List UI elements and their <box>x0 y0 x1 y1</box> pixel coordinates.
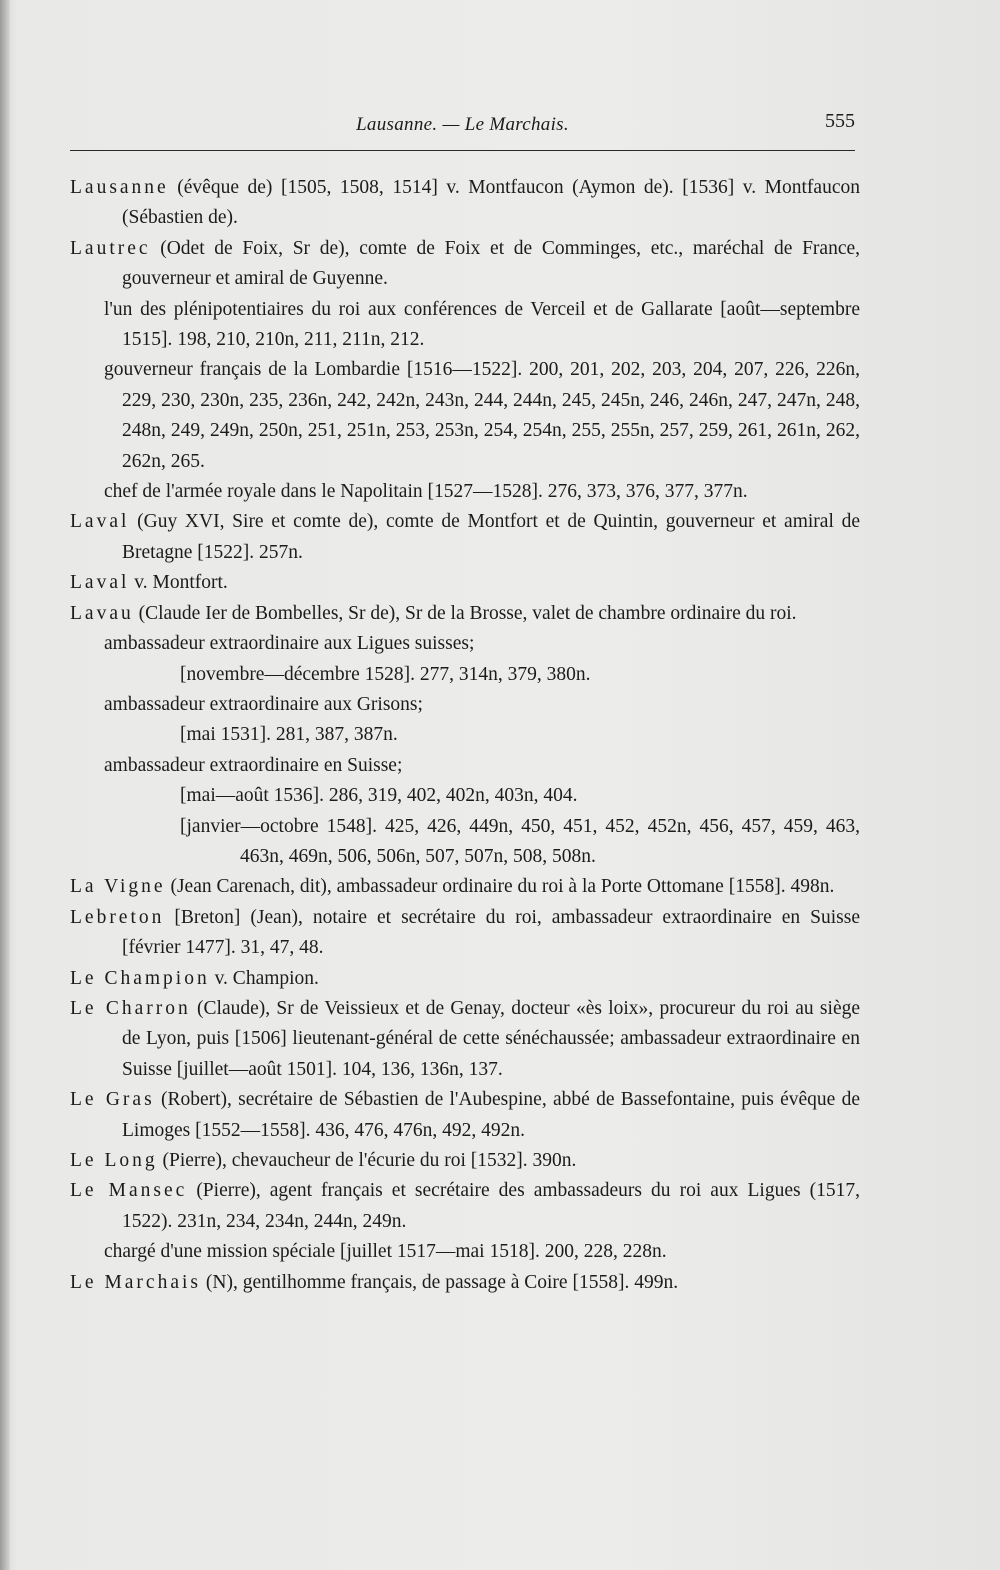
page-gutter-shadow <box>0 0 10 1570</box>
entry-headword: Le Marchais <box>70 1271 201 1293</box>
entry-text: v. Champion. <box>209 967 319 989</box>
page-header <box>70 110 855 146</box>
running-title: Lausanne. — Le Marchais. <box>356 114 569 135</box>
index-entry-laval-guy <box>70 507 860 568</box>
entry-text: (Pierre), agent français et secrétaire des ambassadeurs du roi aux Ligues (1517, 1522). 231n, 234, 234n, 244n, 249n. <box>122 1180 860 1232</box>
entry-headword: Le Gras <box>70 1089 155 1111</box>
entry-subentry-dates: [mai—août 1536]. 286, 319, 402, 402n, 403n, 404. <box>180 785 578 807</box>
index-entry-la-vigne <box>70 872 860 902</box>
entry-headword: Lavau <box>70 602 134 624</box>
entry-headword: Lautrec <box>70 237 151 259</box>
entry-subentry: gouverneur français de la Lombardie [1516—1522]. 200, 201, 202, 203, 204, 207, 226, 226n, 229, 230, 230n, 235, 236n, 242, 242n, 243n, 244, 244n, 245, 245n, 246, 246n, 247, 247n, 248, 248n, 249, 249n, 250n, 251, 251n, 253, 253n, 254, 254n, 255, 255n, 257, 259, 261, 261n, 262, 262n, 265. <box>104 359 860 472</box>
entry-subentry: chef de l'armée royale dans le Napolitain [1527—1528]. 276, 373, 376, 377, 377n. <box>104 481 748 503</box>
index-entry-le-marchais <box>70 1268 860 1298</box>
entry-headword: Le Long <box>70 1150 158 1171</box>
index-entry-lausanne <box>70 173 860 234</box>
index-entry-le-gras <box>70 1085 860 1146</box>
entry-headword: Laval <box>70 572 130 594</box>
header-rule <box>70 150 855 151</box>
entry-subentry: l'un des plénipotentiaires du roi aux conférences de Verceil et de Gallarate [août—septembre 1515]. 198, 210, 210n, 211, 211n, 212. <box>104 298 860 351</box>
index-entry-lautrec <box>70 234 860 508</box>
entry-text: (Claude), Sr de Veissieux et de Genay, docteur «ès loix», procureur du roi au siège de Lyon, puis [1506] lieutenant-général de cette sénéchaussée; ambassadeur extraordinaire en Suisse [juillet—août 1501]. 104, 136, 136n, 137. <box>122 997 860 1080</box>
entry-text: (Pierre), chevaucheur de l'écurie du roi [1532]. 390n. <box>157 1150 577 1171</box>
entry-headword: Lebreton <box>70 906 165 928</box>
entry-subentry: ambassadeur extraordinaire aux Ligues suisses; <box>104 633 475 655</box>
entry-subentry-dates: [janvier—octobre 1548]. 425, 426, 449n, 450, 451, 452, 452n, 456, 457, 459, 463, 463n, 469n, 506, 506n, 507, 507n, 508, 508n. <box>180 815 860 867</box>
index-entry-le-mansec <box>70 1176 860 1267</box>
entry-text: [Breton] (Jean), notaire et secrétaire du roi, ambassadeur extraordinaire en Suisse [février 1477]. 31, 47, 48. <box>122 906 860 959</box>
index-entry-le-champion <box>70 964 860 994</box>
entry-text: (évêque de) [1505, 1508, 1514] v. Montfaucon (Aymon de). [1536] v. Montfaucon (Sébastien de). <box>122 177 860 229</box>
entry-text: (Claude Ier de Bombelles, Sr de), Sr de la Brosse, valet de chambre ordinaire du roi. <box>133 602 797 624</box>
page-number: 555 <box>825 110 855 132</box>
entry-text: (Robert), secrétaire de Sébastien de l'Aubespine, abbé de Bassefontaine, puis évêque de Limoges [1552—1558]. 436, 476, 476n, 492, 492n. <box>122 1089 860 1141</box>
entry-subentry: ambassadeur extraordinaire aux Grisons; <box>104 693 423 715</box>
index-entry-lavau <box>70 599 860 873</box>
index-entries <box>70 173 860 1298</box>
entry-headword: Le Champion <box>70 967 210 989</box>
entry-headword: Le Charron <box>70 997 191 1019</box>
entry-text: (Jean Carenach, dit), ambassadeur ordinaire du roi à la Porte Ottomane [1558]. 498n. <box>165 876 835 898</box>
entry-subentry-dates: [novembre—décembre 1528]. 277, 314n, 379, 380n. <box>180 663 591 685</box>
entry-subentry-dates: [mai 1531]. 281, 387, 387n. <box>180 724 398 746</box>
entry-text: (Guy XVI, Sire et comte de), comte de Montfort et de Quintin, gouverneur et amiral de Bretagne [1522]. 257n. <box>122 511 860 563</box>
index-entry-le-charron <box>70 994 860 1085</box>
entry-headword: Laval <box>70 511 130 533</box>
entry-subentry: chargé d'une mission spéciale [juillet 1517—mai 1518]. 200, 228, 228n. <box>104 1241 667 1263</box>
entry-text: (N), gentilhomme français, de passage à Coire [1558]. 499n. <box>201 1271 679 1293</box>
entry-headword: Le Mansec <box>70 1180 188 1202</box>
entry-text: (Odet de Foix, Sr de), comte de Foix et de Comminges, etc., maréchal de France, gouverneur et amiral de Guyenne. <box>122 237 860 290</box>
index-entry-lebreton <box>70 903 860 964</box>
entry-headword: La Vigne <box>70 876 166 898</box>
entry-headword: Lausanne <box>70 177 169 198</box>
entry-subentry: ambassadeur extraordinaire en Suisse; <box>104 754 403 776</box>
entry-text: v. Montfort. <box>129 572 228 594</box>
index-entry-le-long <box>70 1146 860 1176</box>
index-entry-laval-ref <box>70 568 860 598</box>
